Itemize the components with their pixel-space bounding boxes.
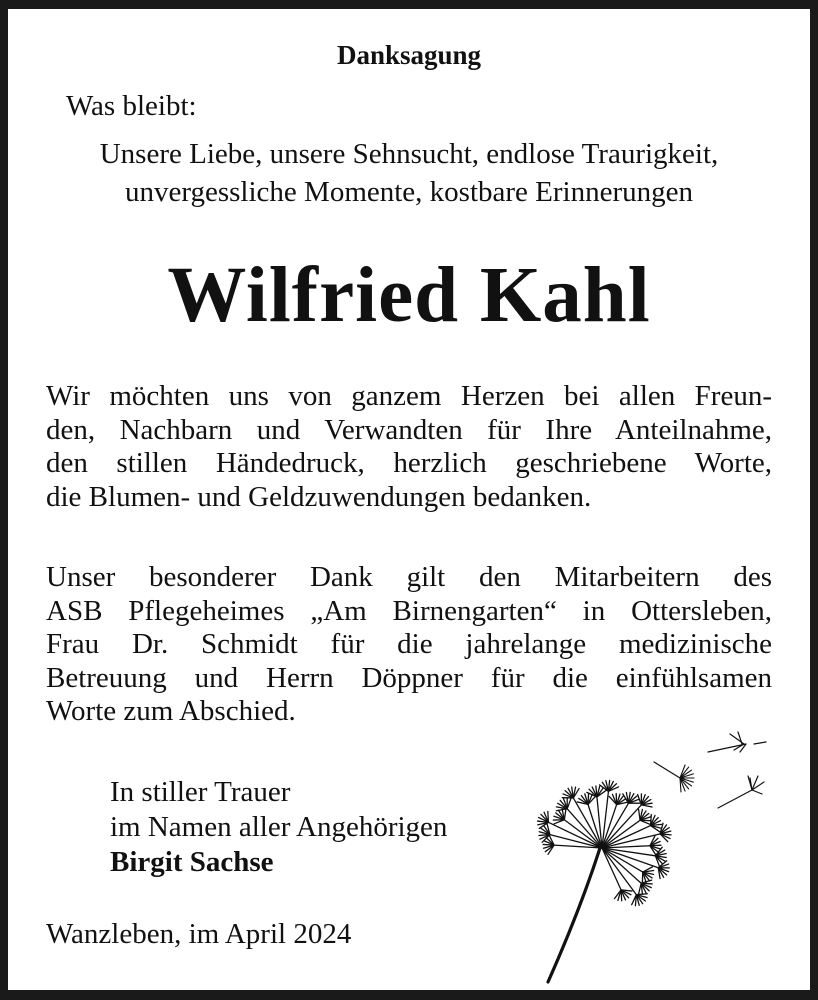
signature-name: Birgit Sachse	[110, 846, 274, 878]
thanks-paragraph	[46, 380, 772, 514]
deceased-name: Wilfried Kahl	[167, 252, 651, 339]
paragraph-line: die Blumen- und Geldzuwendungen bedanken.	[46, 480, 592, 513]
signature-line-1: In stiller Trauer	[110, 776, 291, 808]
special-thanks-paragraph	[46, 561, 772, 729]
paragraph-line: Betreuung und Herrn Döppner für die einfühlsamen	[46, 661, 772, 694]
place-date: Wanzleben, im April 2024	[46, 918, 352, 950]
paragraph-line: den stillen Händedruck, herzlich geschriebene Worte,	[46, 447, 772, 479]
dandelion-icon	[520, 720, 780, 990]
quote-line-2: unvergessliche Momente, kostbare Erinnerungen	[124, 176, 694, 208]
quote-line-1: Unsere Liebe, unsere Sehnsucht, endlose Traurigkeit,	[99, 138, 719, 170]
signature-line-2: im Namen aller Angehörigen	[110, 811, 448, 843]
paragraph-line: Wir möchten uns von ganzem Herzen bei allen Freun-	[46, 380, 772, 412]
paragraph-line: den, Nachbarn und Verwandten für Ihre Anteilnahme,	[46, 413, 772, 446]
paragraph-line: Worte zum Abschied.	[46, 695, 296, 727]
intro-text: Was bleibt:	[66, 90, 197, 122]
paragraph-line: ASB Pflegeheimes „Am Birnengarten“ in Ottersleben,	[46, 594, 772, 627]
paragraph-line: Unser besonderer Dank gilt den Mitarbeitern des	[46, 561, 772, 593]
notice-heading: Danksagung	[336, 40, 482, 70]
paragraph-line: Frau Dr. Schmidt für die jahrelange medizinische	[46, 628, 772, 660]
